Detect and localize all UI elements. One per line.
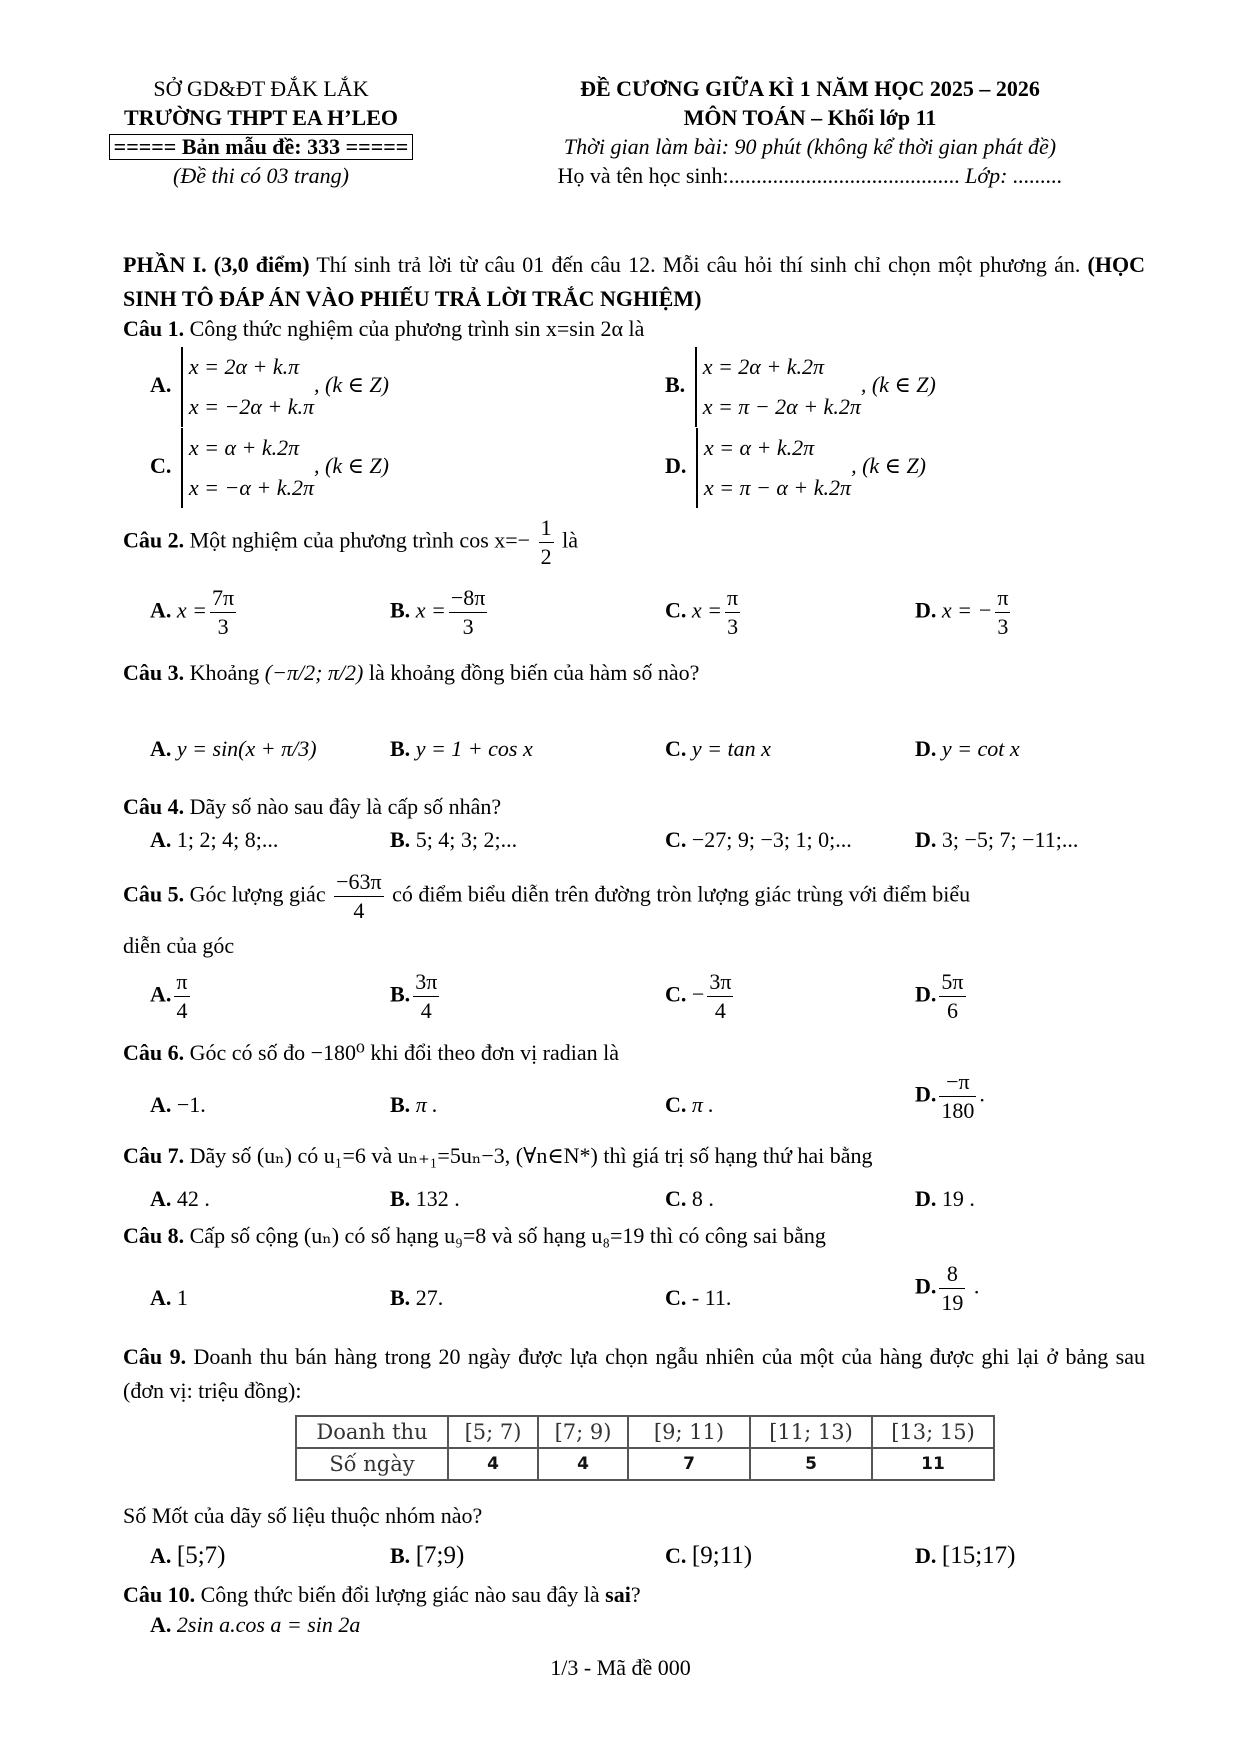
equation: x = −2α + k.π bbox=[188, 394, 315, 419]
question-label: Câu 9. bbox=[123, 1344, 187, 1369]
exam-code-box: ===== Bản mẫu đề: 333 ===== bbox=[109, 134, 414, 160]
fraction: $\frac{-\pi}{180}$ bbox=[941, 1069, 975, 1123]
table-header: Doanh thu bbox=[296, 1416, 448, 1448]
option-label: B. bbox=[390, 827, 411, 852]
q2-option-d[interactable] bbox=[915, 584, 1013, 641]
fraction: $\frac{\pi}{4}$ bbox=[176, 969, 188, 1023]
part1-text: Thí sinh trả lời từ câu 01 đến câu 12. Mỗi câu hỏi thí sinh chỉ chọn một phương án. bbox=[309, 252, 1088, 277]
question-3 bbox=[123, 660, 699, 686]
equation: x = −α + k.2π bbox=[188, 475, 315, 500]
table-cell: Số ngày bbox=[296, 1448, 448, 1480]
option-label: B. bbox=[390, 1285, 411, 1310]
equation: x = 2α + k.2π bbox=[702, 354, 824, 379]
option-label: C. bbox=[665, 597, 687, 623]
option-label: C. bbox=[665, 1543, 687, 1568]
q6-option-a[interactable] bbox=[150, 1092, 206, 1118]
q2-option-c[interactable] bbox=[665, 584, 743, 641]
fraction: $\frac{8}{19}$ bbox=[941, 1261, 964, 1315]
subject-title: MÔN TOÁN – Khối lớp 11 bbox=[683, 105, 937, 130]
option-text: 27. bbox=[415, 1285, 444, 1310]
q5-option-c[interactable] bbox=[665, 968, 736, 1025]
q3-option-d[interactable] bbox=[915, 736, 1020, 762]
exam-header bbox=[480, 74, 1140, 190]
question-text: là khoảng đồng biến của hàm số nào? bbox=[363, 660, 700, 685]
option-text: [7;9) bbox=[415, 1542, 465, 1569]
option-label: D. bbox=[915, 1081, 937, 1107]
q7-option-c[interactable] bbox=[665, 1186, 714, 1212]
question-tail: là bbox=[556, 527, 578, 553]
equation: x = α + k.2π bbox=[703, 435, 815, 460]
option-label: B. bbox=[390, 597, 411, 623]
q3-option-a[interactable] bbox=[150, 736, 317, 762]
question-1 bbox=[123, 316, 644, 342]
q5-option-d[interactable] bbox=[915, 968, 969, 1025]
option-label: B. bbox=[390, 981, 411, 1007]
option-text: y = cot x bbox=[941, 736, 1020, 761]
q6-option-d[interactable] bbox=[915, 1068, 985, 1125]
question-text: Khoảng bbox=[184, 660, 265, 685]
option-text: 132 . bbox=[415, 1186, 460, 1211]
option-label: D. bbox=[665, 453, 687, 479]
time-note: Thời gian làm bài: 90 phút (không kể thời gian phát đề) bbox=[563, 134, 1057, 159]
exam-title: ĐỀ CƯƠNG GIỮA KÌ 1 NĂM HỌC 2025 – 2026 bbox=[580, 76, 1040, 101]
option-text: 19 . bbox=[941, 1186, 975, 1211]
option-label: A. bbox=[150, 827, 172, 852]
option-label: D. bbox=[915, 1186, 937, 1211]
option-label: A. bbox=[150, 597, 172, 623]
option-text: −1. bbox=[176, 1092, 206, 1117]
q9-option-b[interactable] bbox=[390, 1542, 464, 1570]
q4-option-b[interactable] bbox=[390, 827, 517, 853]
option-text: π . bbox=[415, 1092, 438, 1117]
fraction: $\frac{7\pi}{3}$ bbox=[212, 585, 235, 639]
question-label: Câu 8. bbox=[123, 1223, 185, 1248]
option-label: A. bbox=[150, 1186, 172, 1211]
condition: , (k ∈ Z) bbox=[860, 372, 936, 398]
option-label: B. bbox=[390, 1186, 411, 1211]
option-text: x = bbox=[176, 597, 208, 623]
option-label: D. bbox=[915, 736, 937, 761]
fraction: $\frac{5\pi}{6}$ bbox=[941, 969, 964, 1023]
question-text: Cấp số cộng (uₙ) có số hạng u₉=8 và số hạng u₈=19 thì có công sai bằng bbox=[184, 1223, 826, 1248]
q8-option-b[interactable] bbox=[390, 1285, 443, 1311]
equation: x = 2α + k.π bbox=[188, 354, 300, 379]
q9-option-d[interactable] bbox=[915, 1542, 1016, 1570]
q9-option-a[interactable] bbox=[150, 1542, 226, 1570]
q5-option-b[interactable] bbox=[390, 968, 442, 1025]
question-label: Câu 4. bbox=[123, 794, 185, 819]
condition: , (k ∈ Z) bbox=[314, 453, 389, 479]
q3-option-c[interactable] bbox=[665, 736, 771, 762]
option-label: D. bbox=[915, 1273, 937, 1299]
question-text: Dãy số nào sau đây là cấp số nhân? bbox=[184, 794, 502, 819]
option-text: 5; 4; 3; 2;... bbox=[415, 827, 518, 852]
question-5 bbox=[123, 868, 970, 925]
question-5-cont: diễn của góc bbox=[123, 933, 235, 958]
q7-option-b[interactable] bbox=[390, 1186, 460, 1212]
question-label: Câu 2. bbox=[123, 527, 185, 553]
punctuation: . bbox=[968, 1273, 980, 1299]
option-label: B. bbox=[390, 736, 411, 761]
question-label: Câu 5. bbox=[123, 881, 185, 907]
option-text: 8 . bbox=[691, 1186, 714, 1211]
q2-option-a[interactable] bbox=[150, 584, 239, 641]
option-label: C. bbox=[665, 1092, 687, 1117]
question-text: Doanh thu bán hàng trong 20 ngày được lựa chọn ngẫu nhiên của một của hàng được ghi lại ở bảng sau (đơn vị: triệu đồng): bbox=[123, 1344, 1146, 1403]
q8-option-a[interactable] bbox=[150, 1285, 188, 1311]
revenue-table bbox=[295, 1415, 995, 1481]
question-label: Câu 3. bbox=[123, 660, 185, 685]
option-label: C. bbox=[665, 1285, 687, 1310]
q1-option-b[interactable] bbox=[665, 347, 936, 427]
option-label: C. bbox=[665, 827, 687, 852]
table-cell: 11 bbox=[872, 1448, 994, 1480]
option-label: C. bbox=[665, 1186, 687, 1211]
equation-system bbox=[696, 428, 851, 508]
option-text: −27; 9; −3; 1; 0;... bbox=[691, 827, 852, 852]
q3-option-b[interactable] bbox=[390, 736, 533, 762]
table-cell: 7 bbox=[628, 1448, 750, 1480]
table-header: [9; 11) bbox=[628, 1416, 750, 1448]
option-label: D. bbox=[915, 981, 937, 1007]
question-text: Công thức biến đổi lượng giác nào sau đây là bbox=[195, 1582, 606, 1607]
part1-instructions bbox=[123, 248, 1145, 316]
table-cell: 4 bbox=[538, 1448, 628, 1480]
option-text: y = sin(x + π/3) bbox=[176, 736, 317, 761]
department-name: SỞ GD&ĐT ĐẮK LẮK bbox=[153, 76, 369, 101]
option-label: A. bbox=[150, 1543, 172, 1568]
q7-option-d[interactable] bbox=[915, 1186, 975, 1212]
q4-option-a[interactable] bbox=[150, 827, 278, 853]
option-label: B. bbox=[390, 1092, 411, 1117]
question-6 bbox=[123, 1040, 619, 1066]
fraction: $\frac{1}{2}$ bbox=[540, 515, 552, 569]
option-text: [9;11) bbox=[691, 1542, 753, 1569]
q1-option-a[interactable] bbox=[150, 347, 389, 427]
question-8 bbox=[123, 1223, 826, 1249]
option-label: A. bbox=[150, 1612, 172, 1637]
equation: x = α + k.2π bbox=[188, 435, 300, 460]
fraction: $\frac{-63\pi}{4}$ bbox=[336, 869, 382, 923]
option-text: 1; 2; 4; 8;... bbox=[176, 827, 279, 852]
school-name: TRƯỜNG THPT EA H’LEO bbox=[123, 105, 399, 130]
equation-system bbox=[181, 428, 314, 508]
option-label: D. bbox=[915, 1543, 937, 1568]
question-label: Câu 1. bbox=[123, 316, 185, 341]
table-cell: 5 bbox=[750, 1448, 872, 1480]
option-text: [15;17) bbox=[941, 1542, 1016, 1569]
school-header bbox=[86, 74, 436, 190]
q8-option-c[interactable] bbox=[665, 1285, 731, 1311]
question-label: Câu 6. bbox=[123, 1040, 185, 1065]
equation-system bbox=[695, 347, 861, 427]
question-2 bbox=[123, 514, 578, 571]
question-9-prompt: Số Mốt của dãy số liệu thuộc nhóm nào? bbox=[123, 1503, 483, 1528]
table-header: [5; 7) bbox=[448, 1416, 538, 1448]
fraction: $\frac{\pi}{3}$ bbox=[997, 585, 1009, 639]
option-text: y = tan x bbox=[691, 736, 771, 761]
page-footer: 1/3 - Mã đề 000 bbox=[550, 1655, 691, 1680]
page-count-note: (Đề thi có 03 trang) bbox=[173, 163, 349, 188]
question-text: Góc lượng giác bbox=[184, 881, 332, 907]
q6-option-b[interactable] bbox=[390, 1092, 438, 1118]
q6-option-c[interactable] bbox=[665, 1092, 714, 1118]
option-text: - 11. bbox=[691, 1285, 732, 1310]
option-text: x = bbox=[415, 597, 446, 623]
fraction: $\frac{\pi}{3}$ bbox=[727, 585, 739, 639]
option-text: y = 1 + cos x bbox=[415, 736, 533, 761]
option-label: A. bbox=[150, 1285, 172, 1310]
option-label: B. bbox=[665, 372, 686, 398]
q2-option-b[interactable] bbox=[390, 584, 490, 641]
question-text: Dãy số (uₙ) có u₁=6 và uₙ₊₁=5uₙ−3, (∀n∈N*) thì giá trị số hạng thứ hai bằng bbox=[184, 1143, 873, 1168]
option-text: 42 . bbox=[176, 1186, 210, 1211]
table-header: [11; 13) bbox=[750, 1416, 872, 1448]
option-text: π . bbox=[691, 1092, 714, 1117]
option-label: A. bbox=[150, 981, 172, 1007]
equation: x = π − α + k.2π bbox=[703, 475, 852, 500]
q4-option-d[interactable] bbox=[915, 827, 1078, 853]
student-info-line bbox=[480, 161, 1140, 190]
option-text: x = bbox=[691, 597, 723, 623]
q9-option-c[interactable] bbox=[665, 1542, 752, 1570]
equation-system bbox=[181, 347, 314, 427]
option-label: A. bbox=[150, 372, 172, 398]
q8-option-d[interactable] bbox=[915, 1260, 979, 1317]
q10-option-a[interactable] bbox=[150, 1612, 360, 1638]
option-label: A. bbox=[150, 736, 172, 761]
part1-title: PHẦN I. (3,0 điểm) bbox=[123, 252, 310, 277]
table-cell: 4 bbox=[448, 1448, 538, 1480]
q4-option-c[interactable] bbox=[665, 827, 852, 853]
option-label: B. bbox=[390, 1543, 411, 1568]
fraction: $\frac{3\pi}{4}$ bbox=[415, 969, 438, 1023]
interval: (−π/2; π/2) bbox=[264, 660, 364, 685]
option-text: 3; −5; 7; −11;... bbox=[941, 827, 1079, 852]
punctuation: . bbox=[979, 1081, 985, 1107]
q1-option-c[interactable] bbox=[150, 428, 389, 508]
option-text: x = − bbox=[941, 597, 993, 623]
equation: x = π − 2α + k.2π bbox=[702, 394, 861, 419]
question-label: Câu 10. bbox=[123, 1582, 196, 1607]
q7-option-a[interactable] bbox=[150, 1186, 210, 1212]
question-text: Công thức nghiệm của phương trình sin x=sin 2α là bbox=[184, 316, 645, 341]
question-9 bbox=[123, 1340, 1145, 1408]
q5-option-a[interactable] bbox=[150, 968, 193, 1025]
fraction: $\frac{-8\pi}{3}$ bbox=[450, 585, 486, 639]
option-label: C. bbox=[150, 453, 172, 479]
question-text: Một nghiệm của phương trình cos x=− bbox=[184, 527, 536, 553]
punctuation: ? bbox=[630, 1582, 641, 1607]
fraction: $\frac{3\pi}{4}$ bbox=[709, 969, 732, 1023]
option-text: 2sin a.cos a = sin 2a bbox=[176, 1612, 361, 1637]
condition: , (k ∈ Z) bbox=[314, 372, 389, 398]
option-label: A. bbox=[150, 1092, 172, 1117]
sign: − bbox=[691, 981, 705, 1007]
class-field: Lớp: ......... bbox=[965, 163, 1063, 188]
q1-option-d[interactable] bbox=[665, 428, 926, 508]
table-header: [7; 9) bbox=[538, 1416, 628, 1448]
student-name-field: Họ và tên học sinh:.......................................... bbox=[557, 163, 966, 188]
part1-note: (HỌC SINH TÔ ĐÁP ÁN VÀO PHIẾU TRẢ LỜI TRẮC NGHIỆM) bbox=[123, 252, 1145, 311]
question-4 bbox=[123, 794, 501, 820]
table-header: [13; 15) bbox=[872, 1416, 994, 1448]
condition: , (k ∈ Z) bbox=[851, 453, 926, 479]
question-7 bbox=[123, 1143, 873, 1169]
option-label: C. bbox=[665, 736, 687, 761]
option-text: 1 bbox=[176, 1285, 188, 1310]
option-label: D. bbox=[915, 597, 937, 623]
option-text: [5;7) bbox=[176, 1542, 226, 1569]
question-10 bbox=[123, 1582, 641, 1608]
option-label: D. bbox=[915, 827, 937, 852]
emphasis: sai bbox=[605, 1582, 631, 1607]
question-text: có điểm biểu diễn trên đường tròn lượng giác trùng với điểm biểu bbox=[386, 881, 971, 907]
question-text: Góc có số đo −180⁰ khi đổi theo đơn vị radian là bbox=[184, 1040, 620, 1065]
question-label: Câu 7. bbox=[123, 1143, 185, 1168]
option-label: C. bbox=[665, 981, 687, 1007]
